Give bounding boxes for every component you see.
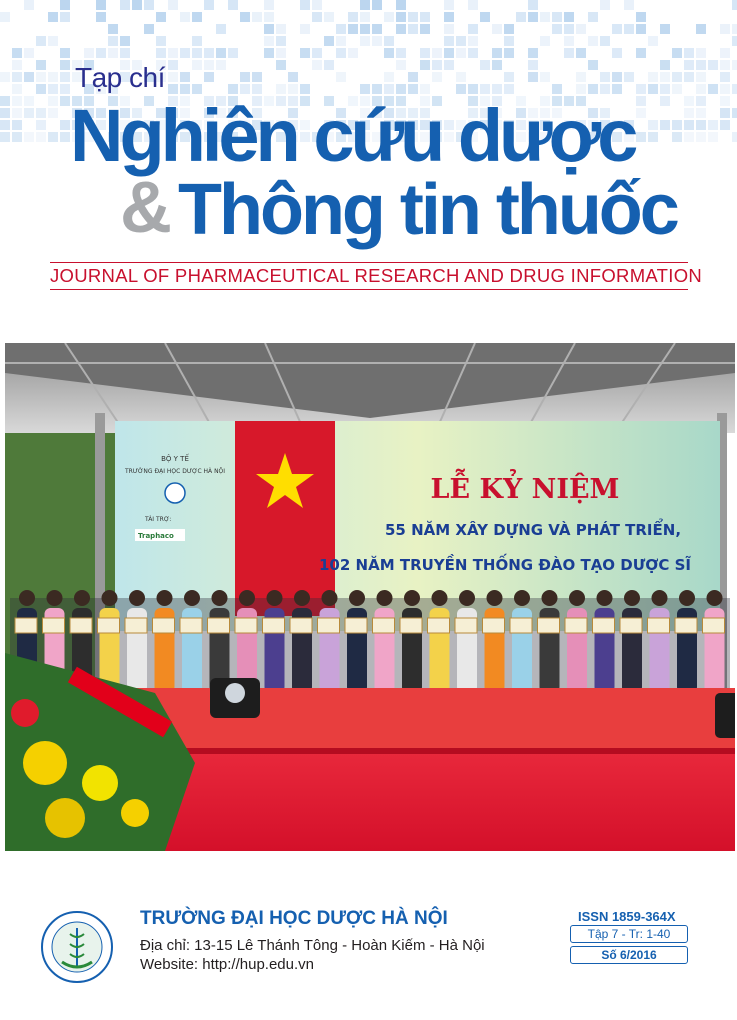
university-logo (40, 910, 114, 984)
masthead-title-line2: Thông tin thuốc (178, 170, 677, 250)
masthead-ampersand: & (120, 168, 172, 248)
banner-org-line2: TRƯỜNG ĐẠI HỌC DƯỢC HÀ NỘI (124, 468, 226, 475)
masthead-title-line1: Nghiên cứu dược (70, 94, 635, 177)
banner-line1: 55 NĂM XÂY DỰNG VÀ PHÁT TRIỂN, (384, 521, 682, 539)
banner-org-line1: BỘ Y TẾ (161, 455, 189, 463)
address: Địa chỉ: 13-15 Lê Thánh Tông - Hoàn Kiếm - Hà Nội (140, 937, 485, 954)
cover-photo (5, 343, 735, 851)
banner-sponsor-name: Traphaco (138, 532, 174, 540)
masthead-prefix: Tạp chí (75, 62, 165, 93)
volume-box: Tập 7 - Tr: 1-40 (570, 925, 688, 943)
issue-box: Số 6/2016 (570, 946, 688, 964)
bottom-rule (50, 289, 688, 290)
banner-line2: 102 NĂM TRUYỀN THỐNG ĐÀO TẠO DƯỢC SĨ (319, 556, 691, 574)
journal-english-title: JOURNAL OF PHARMACEUTICAL RESEARCH AND DRUG INFORMATION (50, 265, 703, 286)
university-name: TRƯỜNG ĐẠI HỌC DƯỢC HÀ NỘI (140, 908, 448, 929)
banner-title: LỄ KỶ NIỆM (430, 474, 620, 505)
banner-sponsor-label: TÀI TRỢ: (145, 516, 172, 523)
website: Website: http://hup.edu.vn (140, 956, 315, 973)
issn: ISSN 1859-364X (578, 909, 676, 924)
top-rule (50, 262, 688, 263)
honorees-group (10, 590, 730, 698)
